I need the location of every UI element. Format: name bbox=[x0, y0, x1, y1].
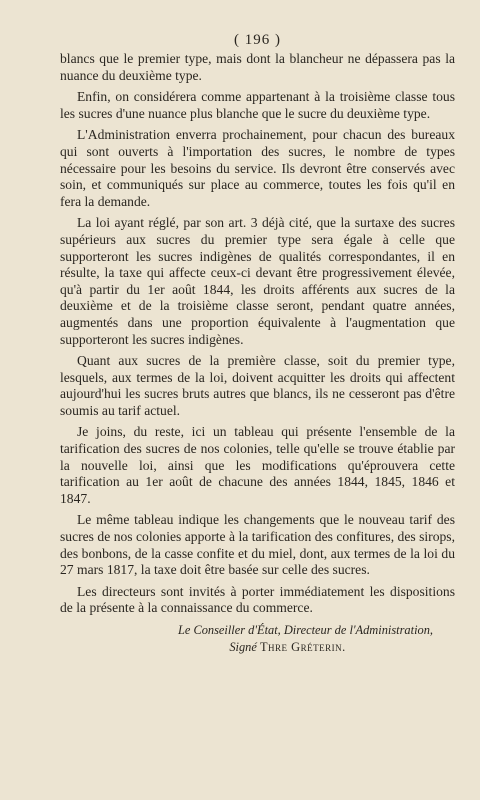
paragraph-third-class: Enfin, on considérera comme appartenant à la troisième classe tous les sucres d'une nuance plus blanche que le sucre du deuxième type. bbox=[60, 89, 455, 121]
paragraph-confectionery: Le même tableau indique les changements que le nouveau tarif des sucres de nos colonies apporte à la tarification des confitures, des sirops, des bonbons, de la casse confite et du miel, dont, aux termes de la loi du 27 mars 1817, la taxe doit être basée sur celle des sucres. bbox=[60, 512, 455, 578]
paragraph-continuation: blancs que le premier type, mais dont la blancheur ne dépassera pas la nuance du deuxième type. bbox=[60, 51, 455, 83]
paragraph-first-class: Quant aux sucres de la première classe, soit du premier type, lesquels, aux termes de la loi, doivent acquitter les droits qui affectent aujourd'hui les sucres bruts autres que blancs, ils ne cesseront pas d'être soumis au tarif actuel. bbox=[60, 353, 455, 418]
paragraph-types-distribution: L'Administration enverra prochainement, pour chacun des bureaux qui sont ouverts à l'importation des sucres, le nombre de types nécessaire pour les besoins du service. Ils devront être conservés avec soin, et communiqués sur place au commerce, toutes les fois qu'il en fera la demande. bbox=[60, 127, 455, 209]
signatory-name: Thre Gréterin. bbox=[259, 640, 346, 654]
paragraph-surtax: La loi ayant réglé, par son art. 3 déjà cité, que la surtaxe des sucres supérieurs aux sucres du premier type sera égale à celle que supporteront les sucres indigènes de qualités correspondantes, il en résulte, la taxe qui affecte ceux-ci devant être progressivement élevée, qu'à partir du 1er août 1844, les droits afférents aux sucres de la deuxième et de la troisième classe seront, pendant quatre années, augmentés dans une proportion équivalente à l'augmentation que supporteront les sucres indigènes. bbox=[60, 215, 455, 347]
paragraph-directors: Les directeurs sont invités à porter immédiatement les dispositions de la présente à la connaissance du commerce. bbox=[60, 583, 455, 616]
page-number: ( 196 ) bbox=[234, 32, 281, 48]
paragraph-table: Je joins, du reste, ici un tableau qui présente l'ensemble de la tarification des sucres de nos colonies, telle qu'elle se trouve établie par la nouvelle loi, ainsi que les modifications qu'éprouvera cette tarification au 1er août de chacune des années 1844, 1845, 1846 et 1847. bbox=[60, 424, 455, 506]
signature-line bbox=[60, 639, 455, 656]
signed-label: Signé bbox=[229, 640, 257, 654]
signature-title: Le Conseiller d'État, Directeur de l'Administration, bbox=[177, 623, 433, 637]
